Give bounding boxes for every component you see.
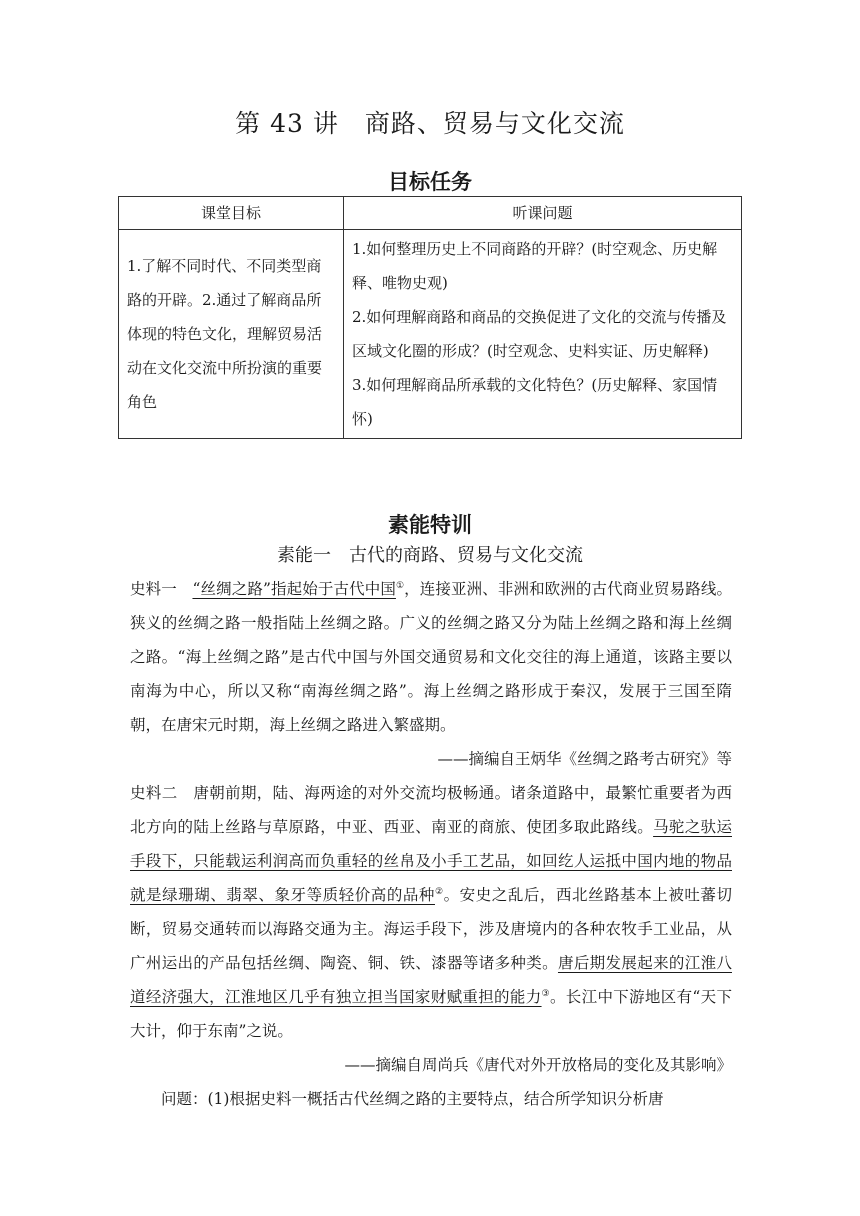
- question-item: 1.如何整理历史上不同商路的开辟？(时空观念、历史解释、唯物史观): [352, 240, 718, 292]
- col-header-questions: 听课问题: [344, 197, 742, 230]
- goals-table: [118, 196, 742, 439]
- materials-body: [130, 572, 732, 1116]
- material-label: 史料一: [130, 580, 193, 598]
- questions-cell: [344, 230, 742, 439]
- material-source: ——摘编自王炳华《丝绸之路考古研究》等: [437, 750, 732, 768]
- material-text: 。安史之乱后，西北丝路基本上被吐蕃切断，贸易交通转而以海路交通为主。海运手段下，涉及唐境内的各种农牧手工业品，从广州运出的产品包括丝绸、陶瓷、铜、铁、漆器等诸多种类。: [130, 886, 732, 972]
- annotation-mark: ③: [541, 988, 550, 999]
- material-label: 史料二: [130, 784, 194, 802]
- question-item: 3.如何理解商品所承载的文化特色？(历史解释、家国情怀): [352, 376, 718, 428]
- col-header-class-goals: 课堂目标: [119, 197, 344, 230]
- material-source: ——摘编自周尚兵《唐代对外开放格局的变化及其影响》: [344, 1056, 732, 1074]
- material-text: 唐朝前期，陆、海两途的对外交流均极畅通。诸条道路中，最繁忙重要者为西北方向的陆上丝路与草原路，中亚、西亚、南亚的商旅、使团多取此路线。: [130, 784, 732, 836]
- underlined-text: 唐后期发展起来的江淮八道经济强大，江淮地区几乎有独立担当国家财赋重担的能力: [130, 954, 732, 1006]
- class-goals-cell: 1.了解不同时代、不同类型商路的开辟。2.通过了解商品所体现的特色文化，理解贸易活动在文化交流中所扮演的重要角色: [119, 230, 344, 439]
- material-text: ，连接亚洲、非洲和欧洲的古代商业贸易路线。狭义的丝绸之路一般指陆上丝绸之路。广义的丝绸之路又分为陆上丝绸之路和海上丝绸之路。“海上丝绸之路”是古代中国与外国交通贸易和文化交往的海上通道，该路主要以南海为中心，所以又称“南海丝绸之路”。海上丝绸之路形成于秦汉，发展于三国至隋朝，在唐宋元时期，海上丝绸之路进入繁盛期。: [130, 580, 732, 734]
- annotation-mark: ②: [434, 886, 444, 897]
- annotation-mark: ①: [395, 580, 405, 591]
- underlined-text: “丝绸之路”指起始于古代中国: [192, 580, 396, 598]
- material-one: [130, 572, 732, 742]
- training-subheading: 素能一 古代的商路、贸易与文化交流: [277, 545, 583, 566]
- material-two: [130, 776, 732, 1048]
- question-item: 2.如何理解商路和商品的交换促进了文化的交流与传播及区域文化圈的形成？(时空观念、史料实证、历史解释): [352, 308, 727, 360]
- material-text: 。长江中下游地区有“天下大计，仰于东南”之说。: [130, 988, 732, 1040]
- goals-heading: 目标任务: [388, 170, 472, 194]
- underlined-text: 马驼之驮运手段下，只能载运利润高而负重轻的丝帛及小手工艺品，如回纥人运抵中国内地的物品就是绿珊瑚、翡翠、象牙等质轻价高的品种: [130, 818, 732, 904]
- question-text: 问题：(1)根据史料一概括古代丝绸之路的主要特点，结合所学知识分析唐: [161, 1090, 664, 1108]
- lesson-title: 第 43 讲 商路、贸易与文化交流: [235, 109, 625, 138]
- training-heading: 素能特训: [388, 513, 472, 537]
